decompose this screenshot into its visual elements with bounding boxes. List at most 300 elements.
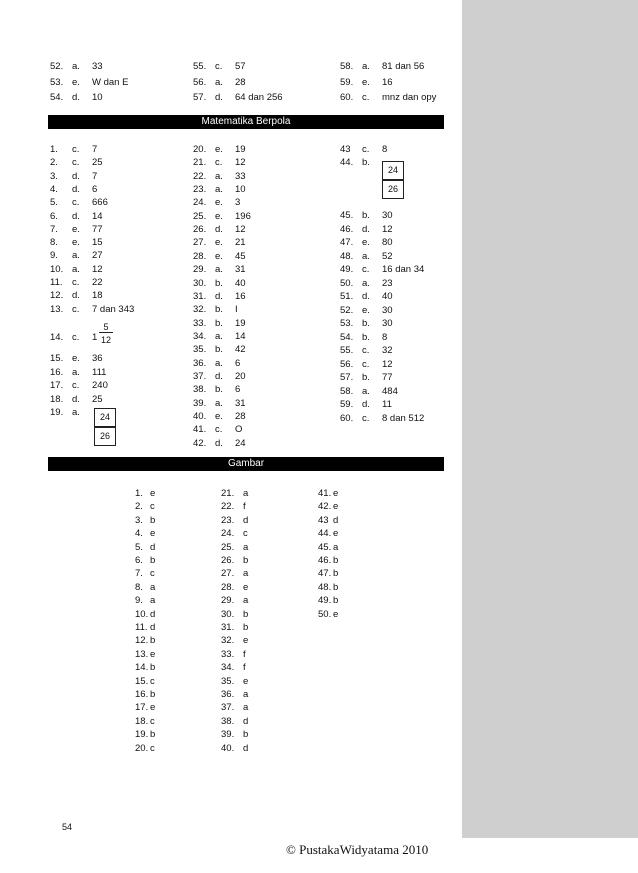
answer-num: 48. [318, 581, 332, 593]
answer-ans: 8 [382, 331, 388, 343]
answer-num: 38. [221, 715, 235, 727]
answer-num: 42. [318, 501, 332, 513]
section-banner-gambar: Gambar [48, 457, 444, 471]
answer-num: 38. [193, 384, 207, 396]
answer-num: 21. [193, 157, 207, 169]
answer-num: 42. [193, 437, 207, 449]
answer-let: a. [215, 397, 223, 409]
answer-num: 2. [135, 501, 143, 513]
answer-ans: 28 [235, 76, 246, 88]
answer-let: d. [215, 290, 223, 302]
answer-num: 45. [318, 541, 332, 553]
answer-let: b [150, 689, 156, 700]
answer-num: 26. [193, 224, 207, 236]
answer-let: e. [72, 76, 80, 88]
answer-num: 54. [340, 331, 354, 343]
answer-ans: 10 [235, 184, 246, 196]
answer-let: d [333, 514, 339, 526]
answer-num: 1. [50, 144, 58, 155]
answer-ans: 31 [235, 264, 246, 276]
answer-let: d. [72, 210, 80, 222]
answer-let: a [333, 541, 339, 553]
copyright-text: © PustakaWidyatama 2010 [286, 842, 429, 857]
answer-num: 9. [135, 595, 143, 607]
answer-let: b [333, 555, 339, 566]
answer-let: a [243, 689, 249, 700]
answer-let: e [333, 608, 339, 620]
answer-let: c [150, 501, 155, 513]
answer-ans: mnz dan opy [382, 92, 437, 103]
answer-ans: 8 [382, 144, 388, 155]
answer-let: c. [362, 144, 370, 155]
answer-num: 11. [50, 277, 63, 288]
fraction [99, 322, 113, 350]
answer-let: e [243, 675, 249, 687]
answer-let: d [243, 742, 249, 754]
answer-let: b [333, 568, 339, 580]
answer-let: a. [215, 170, 223, 182]
answer-let: c. [72, 380, 80, 391]
answer-let: a [243, 568, 249, 580]
answer-ans: 23 [382, 277, 393, 289]
answer-num: 40. [221, 742, 235, 754]
answer-let: e [243, 635, 249, 647]
answer-ans: 11 [382, 399, 392, 410]
answer-num: 30. [221, 608, 235, 620]
answer-let: a [243, 595, 249, 607]
answer-num: 44. [340, 157, 354, 168]
answer-ans: 484 [382, 385, 398, 397]
answer-let: b [243, 729, 249, 741]
answer-let: a. [72, 250, 80, 262]
answer-let: a. [362, 277, 370, 289]
fraction-whole: 1 [92, 332, 98, 343]
answer-num: 32. [221, 635, 235, 647]
answer-ans: 6 [92, 183, 98, 195]
answer-num: 36. [193, 357, 207, 369]
answer-ans: 30 [382, 304, 393, 316]
answer-num: 9. [50, 250, 58, 262]
answer-ans: W dan E [92, 76, 129, 88]
answer-let: e [243, 581, 249, 593]
answer-num: 53. [50, 76, 64, 88]
answer-ans: 15 [92, 237, 103, 249]
answer-let: b [243, 622, 249, 633]
answer-let: b [150, 635, 156, 647]
answer-num: 50. [318, 608, 332, 620]
answer-num: 36. [221, 689, 235, 700]
answer-box-bottom: 26 [94, 427, 116, 446]
answer-num: 49. [340, 264, 354, 275]
answer-num: 22. [221, 501, 235, 513]
answer-ans: 12 [382, 223, 393, 235]
answer-ans: 6 [235, 384, 241, 396]
answer-num: 43 [340, 144, 351, 155]
answer-let: c [150, 742, 155, 754]
answer-let: e. [72, 353, 80, 364]
answer-num: 47. [340, 237, 354, 248]
answer-num: 49. [318, 595, 332, 607]
answer-num: 26. [221, 555, 235, 566]
answer-num: 41. [318, 488, 332, 499]
answer-num: 15. [50, 353, 64, 364]
answer-let: e. [215, 197, 223, 209]
answer-let: d. [362, 399, 370, 410]
answer-ans: 18 [92, 290, 103, 302]
answer-let: b [243, 555, 249, 566]
answer-let: b. [215, 344, 223, 356]
answer-let: c. [72, 197, 80, 209]
answer-num: 31. [193, 290, 207, 302]
answer-ans: 20 [235, 370, 246, 382]
answer-let: a. [215, 264, 223, 276]
answer-let: c. [215, 424, 223, 436]
answer-num: 21. [221, 488, 235, 499]
answer-num: 39. [221, 729, 235, 741]
answer-num: 46. [318, 555, 332, 566]
answer-num: 6. [50, 210, 58, 222]
answer-let: d [150, 608, 156, 620]
answer-ans: 16 [382, 76, 393, 88]
answer-let: d. [72, 393, 80, 405]
answer-ans: 12 [92, 263, 103, 275]
answer-num: 24. [193, 197, 207, 209]
fraction-line [99, 332, 113, 333]
answer-num: 20. [193, 144, 207, 155]
answer-let: b [150, 555, 156, 566]
answer-num: 6. [135, 555, 143, 566]
answer-num: 27. [193, 237, 207, 249]
answer-let: d. [72, 170, 80, 182]
answer-num: 27. [221, 568, 235, 580]
answer-let: d. [215, 370, 223, 382]
answer-let: d [150, 541, 156, 553]
answer-let: e. [215, 250, 223, 262]
answer-ans: 19 [235, 317, 246, 329]
answer-let: c. [362, 92, 370, 103]
answer-let: d [150, 622, 156, 633]
answer-let: c. [72, 303, 80, 315]
answer-num: 52. [50, 61, 64, 72]
answer-ans: 31 [235, 397, 246, 409]
answer-num: 44. [318, 528, 332, 540]
answer-num: 23. [221, 514, 235, 526]
answer-num: 13. [50, 303, 64, 315]
answer-num: 18. [50, 393, 64, 405]
answer-num: 17. [50, 380, 64, 391]
answer-num: 14. [135, 662, 149, 674]
answer-let: a. [72, 263, 80, 275]
answer-let: d [243, 514, 249, 526]
answer-ans: 45 [235, 250, 246, 262]
answer-let: b. [215, 317, 223, 329]
answer-ans: 33 [235, 170, 246, 182]
answer-num: 14. [50, 332, 64, 343]
answer-num: 1. [135, 488, 143, 499]
answer-let: e [150, 528, 156, 540]
answer-num: 32. [193, 304, 207, 316]
page-number: 54 [62, 822, 73, 832]
answer-num: 25. [221, 541, 235, 553]
answer-let: c. [362, 345, 370, 356]
answer-ans: 10 [92, 92, 103, 103]
answer-let: e. [72, 237, 80, 249]
answer-let: d. [362, 223, 370, 235]
fraction-denominator: 12 [100, 335, 111, 345]
answer-let: a [243, 488, 249, 499]
answer-let: e [150, 702, 156, 714]
answer-num: 17. [135, 702, 149, 714]
answer-num: 5. [50, 197, 58, 209]
answer-let: c. [215, 157, 223, 169]
answer-let: a. [362, 61, 370, 72]
answer-ans: 28 [235, 411, 246, 422]
answer-num: 34. [193, 330, 207, 342]
answer-let: b. [362, 331, 370, 343]
answer-ans: 40 [382, 291, 393, 302]
answer-let: a. [72, 61, 80, 72]
answer-let: a. [362, 385, 370, 397]
answer-ans: 57 [235, 61, 246, 72]
answer-num: 56. [193, 76, 207, 88]
gray-sidebar [462, 0, 638, 838]
answer-num: 4. [135, 528, 143, 540]
answer-num: 33. [221, 648, 235, 660]
answer-let: c. [362, 264, 370, 275]
answer-let: e [333, 528, 339, 540]
answer-ans: 14 [92, 210, 103, 222]
answer-num: 25. [193, 210, 207, 222]
answer-let: a. [72, 407, 80, 418]
answer-ans: 111 [92, 366, 107, 378]
answer-ans: 12 [235, 157, 246, 169]
answer-num: 55. [340, 345, 354, 356]
answer-let: a. [215, 76, 223, 88]
answer-num: 12. [135, 635, 149, 647]
answer-num: 56. [340, 358, 354, 370]
answer-num: 58. [340, 385, 354, 397]
answer-num: 60. [340, 92, 354, 103]
answer-ans: 33 [92, 61, 103, 72]
answer-ans: I [235, 304, 238, 316]
answer-num: 60. [340, 412, 354, 424]
answer-num: 53. [340, 318, 354, 329]
answer-let: c [150, 568, 155, 580]
answer-let: b [150, 662, 156, 674]
answer-let: f [243, 501, 246, 513]
answer-num: 22. [193, 170, 207, 182]
answer-num: 16. [50, 366, 64, 378]
answer-let: d. [72, 290, 80, 302]
answer-num: 29. [193, 264, 207, 276]
answer-let: a. [215, 357, 223, 369]
answer-num: 24. [221, 528, 235, 540]
answer-num: 29. [221, 595, 235, 607]
answer-num: 35. [221, 675, 235, 687]
answer-let: a [150, 595, 156, 607]
answer-num: 57. [340, 372, 354, 383]
answer-let: d. [362, 291, 370, 302]
answer-ans: 24 [235, 437, 246, 449]
answer-let: a. [362, 250, 370, 262]
answer-num: 54. [50, 92, 64, 103]
answer-ans: 36 [92, 353, 103, 364]
answer-let: d. [215, 92, 223, 103]
answer-let: f [243, 648, 246, 660]
answer-let: d [243, 715, 249, 727]
answer-let: c [150, 675, 155, 687]
answer-num: 33. [193, 317, 207, 329]
answer-ans: 25 [92, 157, 103, 169]
answer-num: 50. [340, 277, 354, 289]
answer-num: 10. [135, 608, 149, 620]
answer-ans: 8 dan 512 [382, 412, 425, 424]
answer-ans: 27 [92, 250, 103, 262]
section-banner-matematika: Matematika Berpola [48, 115, 444, 129]
answer-let: b [243, 608, 249, 620]
answer-num: 7. [135, 568, 143, 580]
answer-num: 45. [340, 210, 354, 221]
answer-num: 5. [135, 541, 143, 553]
answer-let: e [333, 488, 339, 499]
answer-let: a. [215, 184, 223, 196]
answer-let: b [333, 581, 339, 593]
answer-let: b. [362, 372, 370, 383]
answer-ans: 240 [92, 380, 108, 391]
fraction-numerator: 5 [103, 322, 109, 332]
answer-ans: 77 [382, 372, 393, 383]
answer-num: 57. [193, 92, 207, 103]
answer-num: 51. [340, 291, 354, 302]
answer-num: 10. [50, 263, 64, 275]
answer-ans: 64 dan 256 [235, 92, 283, 103]
answer-ans: 30 [382, 210, 393, 221]
answer-ans: 666 [92, 197, 108, 209]
answer-let: b [150, 514, 156, 526]
answer-ans: O [235, 424, 243, 436]
answer-num: 46. [340, 223, 354, 235]
answer-let: d. [215, 224, 223, 236]
answer-let: e [150, 648, 156, 660]
answer-num: 40. [193, 411, 207, 422]
answer-num: 18. [135, 715, 149, 727]
answer-num: 12. [50, 290, 64, 302]
answer-ans: 30 [382, 318, 393, 329]
answer-num: 3. [50, 170, 58, 182]
answer-num: 7. [50, 223, 58, 235]
answer-let: c. [72, 144, 80, 155]
answer-ans: 77 [92, 223, 103, 235]
answer-num: 47. [318, 568, 332, 580]
answer-num: 52. [340, 304, 354, 316]
answer-num: 55. [193, 61, 207, 72]
answer-let: f [243, 662, 246, 674]
answer-num: 15. [135, 675, 149, 687]
answer-let: e. [215, 144, 223, 155]
answer-num: 37. [221, 702, 235, 714]
answer-num: 3. [135, 514, 143, 526]
answer-let: c. [362, 358, 370, 370]
answer-ans: 16 [235, 290, 246, 302]
answer-num: 19. [135, 729, 149, 741]
answer-num: 4. [50, 183, 58, 195]
answer-num: 41. [193, 424, 207, 436]
answer-let: b [150, 729, 156, 741]
answer-box-top: 24 [94, 408, 116, 427]
answer-ans: 12 [235, 224, 246, 236]
answer-num: 30. [193, 277, 207, 289]
answer-let: c. [72, 332, 80, 343]
answer-ans: 14 [235, 330, 246, 342]
answer-ans: 16 dan 34 [382, 264, 425, 275]
answer-let: c [243, 528, 248, 540]
answer-let: a. [215, 330, 223, 342]
answer-let: c. [215, 61, 223, 72]
answer-ans: 40 [235, 277, 246, 289]
answer-num: 43 [318, 514, 329, 526]
answer-let: e [150, 488, 156, 499]
answer-let: a. [72, 366, 80, 378]
answer-num: 39. [193, 397, 207, 409]
answer-num: 59. [340, 76, 354, 88]
answer-let: a [150, 581, 156, 593]
answer-let: b. [362, 157, 370, 168]
answer-num: 8. [50, 237, 58, 249]
answer-num: 16. [135, 689, 149, 700]
answer-ans: 42 [235, 344, 246, 356]
answer-let: b. [215, 304, 223, 316]
answer-box-top: 24 [382, 161, 404, 180]
answer-num: 31. [221, 622, 235, 633]
answer-let: c. [362, 412, 370, 424]
answer-num: 59. [340, 399, 354, 410]
answer-ans: 22 [92, 277, 103, 288]
answer-ans: 12 [382, 358, 393, 370]
answer-num: 35. [193, 344, 207, 356]
answer-let: a [243, 541, 249, 553]
answer-let: b [333, 595, 339, 607]
answer-num: 19. [50, 407, 64, 418]
answer-ans: 19 [235, 144, 246, 155]
answer-ans: 7 dan 343 [92, 303, 135, 315]
answer-num: 20. [135, 742, 149, 754]
answer-ans: 3 [235, 197, 241, 209]
answer-let: b. [362, 210, 370, 221]
answer-num: 37. [193, 370, 207, 382]
answer-let: e. [72, 223, 80, 235]
answer-let: b. [362, 318, 370, 329]
answer-num: 11. [135, 622, 148, 633]
answer-num: 13. [135, 648, 149, 660]
answer-ans: 7 [92, 170, 98, 182]
answer-let: c. [72, 277, 80, 288]
answer-let: d. [72, 183, 80, 195]
answer-let: a [243, 702, 249, 714]
answer-ans: 7 [92, 144, 98, 155]
answer-let: c. [72, 157, 80, 169]
answer-let: d. [215, 437, 223, 449]
answer-let: b. [215, 277, 223, 289]
answer-ans: 196 [235, 210, 251, 222]
answer-ans: 32 [382, 345, 393, 356]
answer-ans: 25 [92, 393, 103, 405]
answer-let: e. [215, 210, 223, 222]
answer-ans: 52 [382, 250, 393, 262]
answer-num: 2. [50, 157, 58, 169]
answer-ans: 80 [382, 237, 393, 248]
answer-let: e. [362, 76, 370, 88]
answer-num: 58. [340, 61, 354, 72]
